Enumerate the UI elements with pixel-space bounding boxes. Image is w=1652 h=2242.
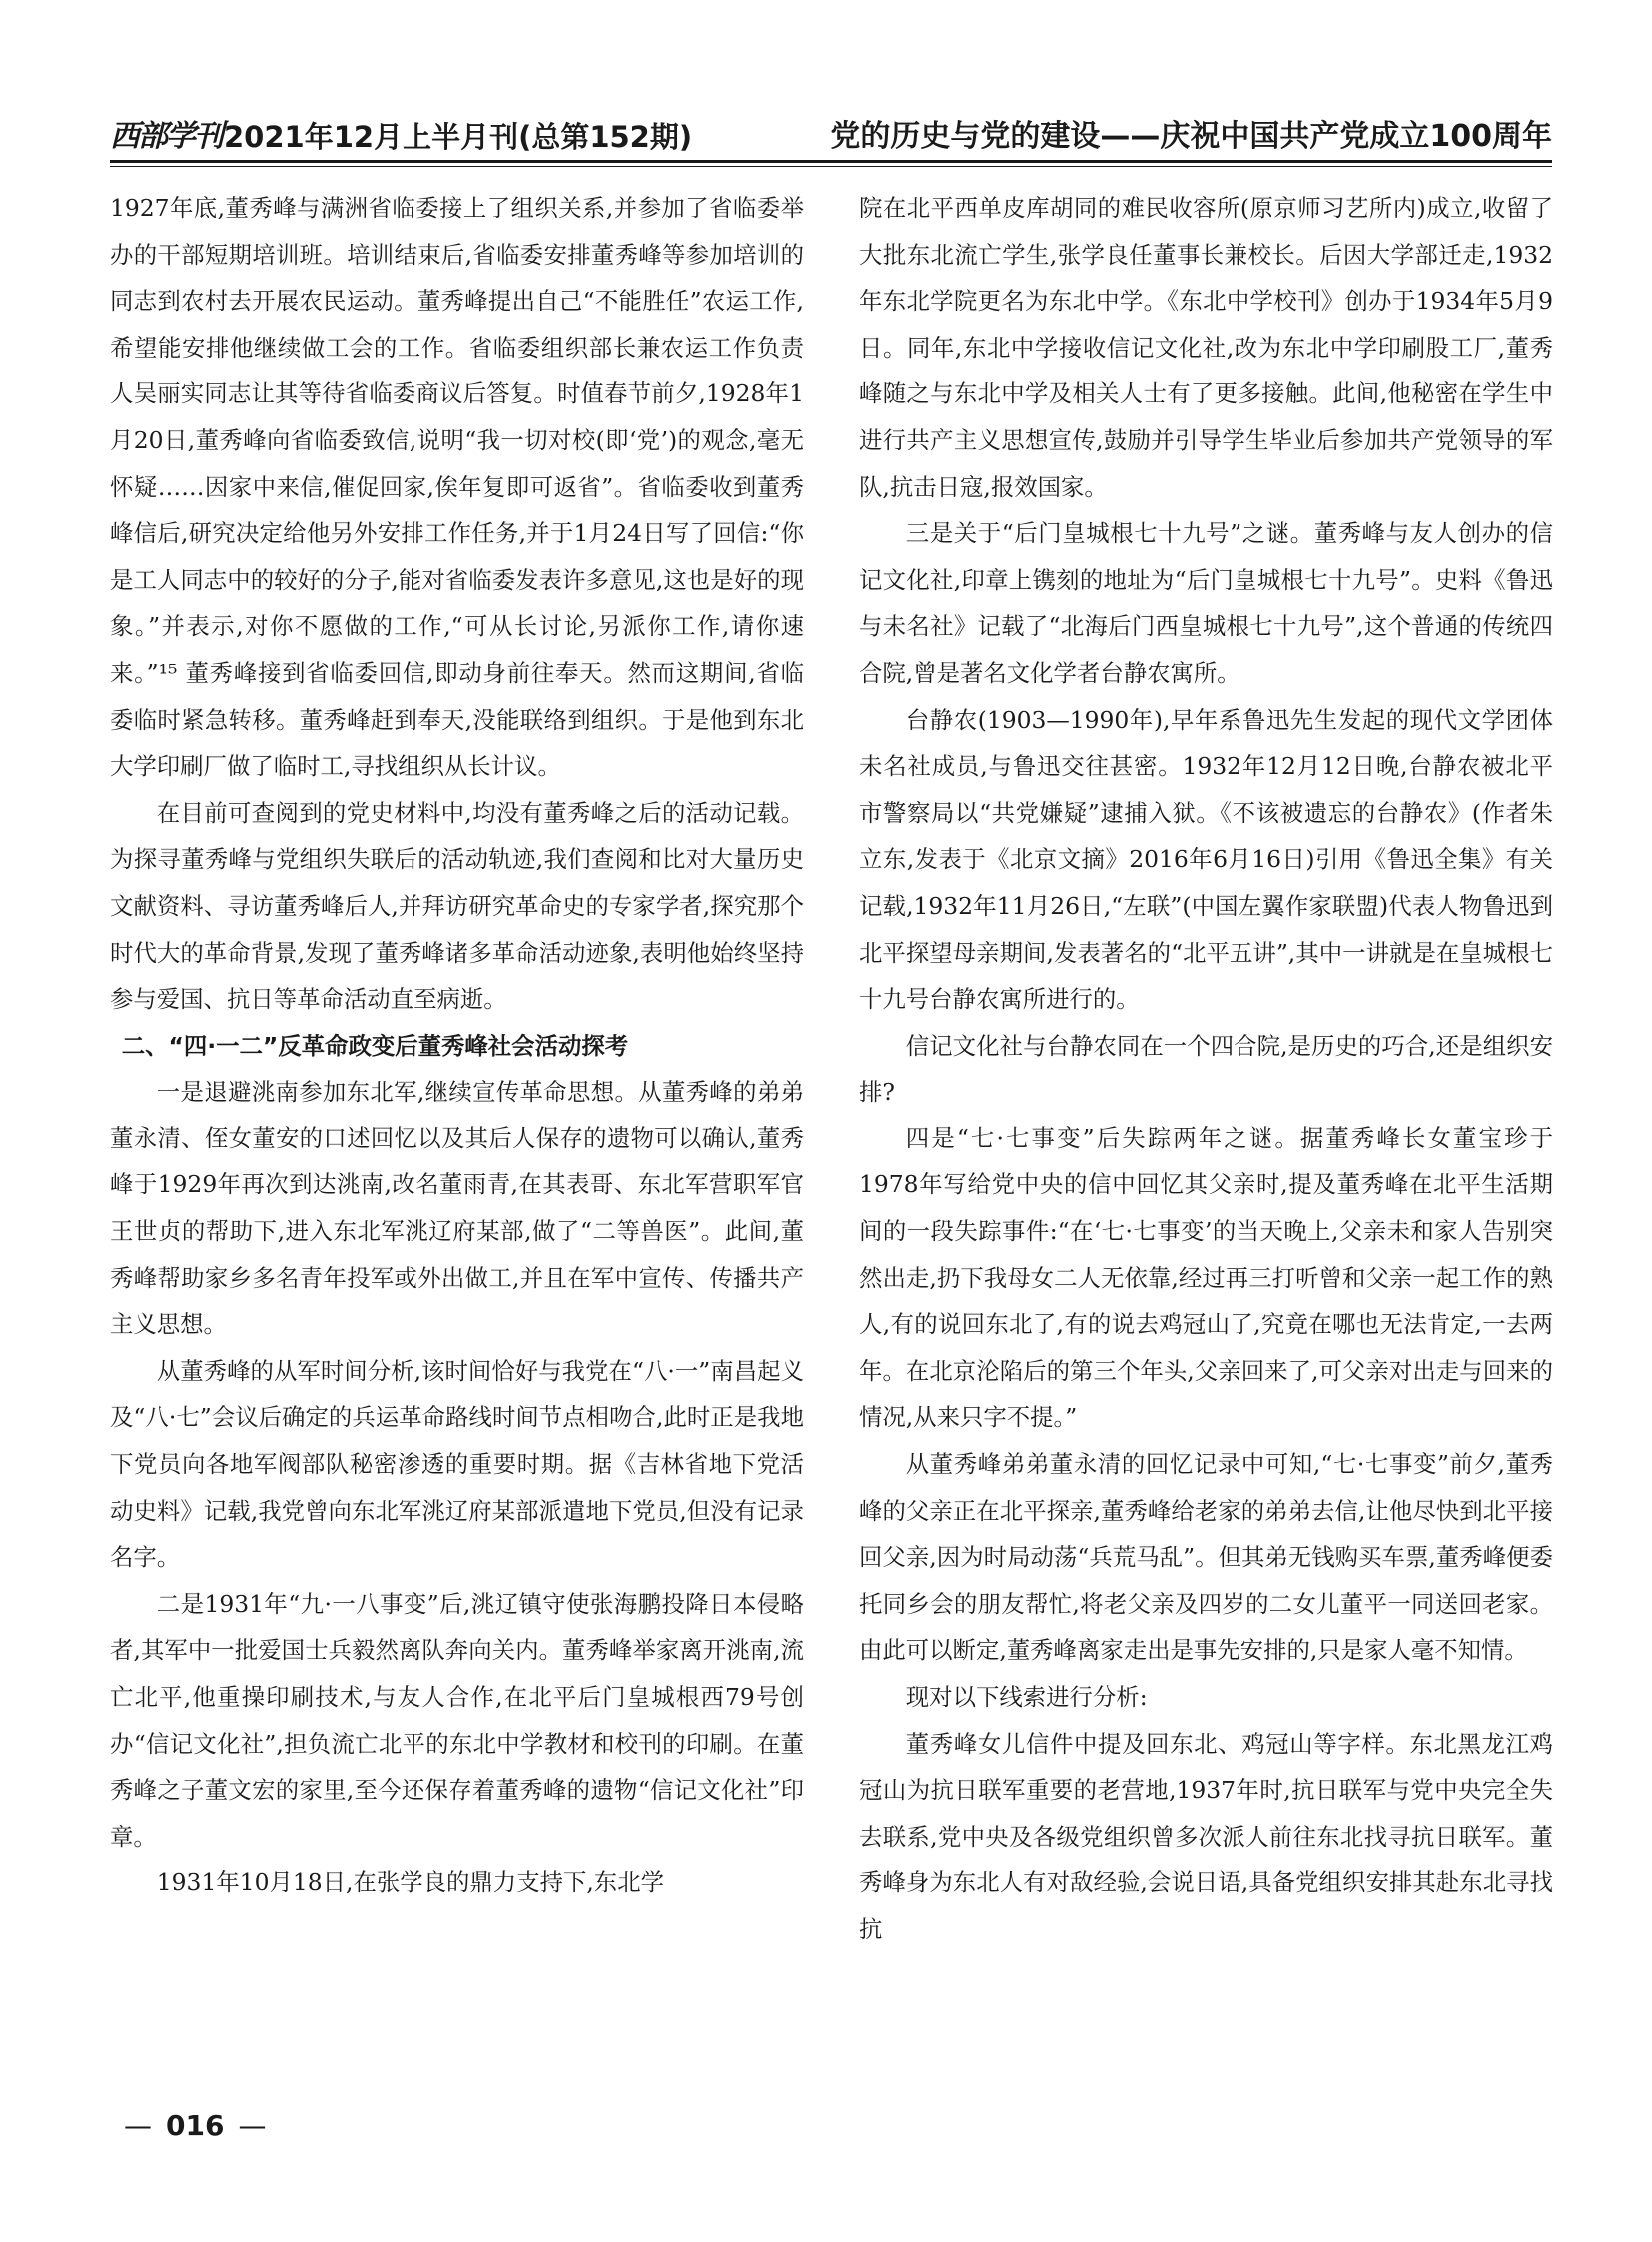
section-heading: 二、“四·一二”反革命政变后董秀峰社会活动探考 [121,1031,629,1060]
page-number: 016 [166,2108,225,2142]
paragraph: 信记文化社与台静农同在一个四合院,是历史的巧合,还是组织安排? [859,1031,1553,1107]
paragraph: 1931年10月18日,在张学良的鼎力支持下,东北学 [156,1868,664,1897]
issue-info: 2021年12月上半月刊(总第152期) [224,120,693,154]
footer-dash-left: — [124,2108,152,2142]
paragraph: 从董秀峰的从军时间分析,该时间恰好与我党在“八·一”南昌起义及“八·七”会议后确定的兵运革命路线时间节点相吻合,此时正是我地下党员向各地军阀部队秘密渗透的重要时期。据《吉林省地下党活动史料》记载,我党曾向东北军洮辽府某部派遣地下党员,但没有记录名字。 [110,1356,804,1572]
journal-logo: 西部学刊 [110,119,222,154]
header-rule-thin [110,166,1552,167]
footer-dash-right: — [238,2108,267,2142]
header-left [110,119,693,154]
paragraph: 三是关于“后门皇城根七十九号”之谜。董秀峰与友人创办的信记文化社,印章上镌刻的地址为“后门皇城根七十九号”。史料《鲁迅与未名社》记载了“北海后门西皇城根七十九号”,这个普通的传统四合院,曾是著名文化学者台静农寓所。 [859,519,1553,687]
running-header [110,112,1552,152]
header-rule [110,160,1552,163]
page-footer [110,2105,280,2145]
paragraph: 董秀峰女儿信件中提及回东北、鸡冠山等字样。东北黑龙江鸡冠山为抗日联军重要的老营地,1937年时,抗日联军与党中央完全失去联系,党中央及各级党组织曾多次派人前往东北找寻抗日联军。董秀峰身为东北人有对敌经验,会说日语,具备党组织安排其赴东北寻找抗 [859,1729,1553,1943]
section-title: 党的历史与党的建设——庆祝中国共产党成立100周年 [830,119,1552,154]
paragraph: 四是“七·七事变”后失踪两年之谜。据董秀峰长女董宝珍于1978年写给党中央的信中回忆其父亲时,提及董秀峰在北平生活期间的一段失踪事件:“在‘七·七事变’的当天晚上,父亲未和家人告别突然出走,扔下我母女二人无依靠,经过再三打听曾和父亲一起工作的熟人,有的说回东北了,有的说去鸡冠山了,究竟在哪也无法肯定,一去两年。在北京沦陷后的第三个年头,父亲回来了,可父亲对出走与回来的情况,从来只字不提。” [859,1123,1553,1432]
paragraph: 从董秀峰弟弟董永清的回忆记录中可知,“七·七事变”前夕,董秀峰的父亲正在北平探亲,董秀峰给老家的弟弟去信,让他尽快到北平接回父亲,因为时局动荡“兵荒马乱”。但其弟无钱购买车票,董秀峰便委托同乡会的朋友帮忙,将老父亲及四岁的二女儿董平一同送回老家。由此可以断定,董秀峰离家走出是事先安排的,只是家人毫不知情。 [859,1450,1553,1665]
paragraph: 1927年底,董秀峰与满洲省临委接上了组织关系,并参加了省临委举办的干部短期培训班。培训结束后,省临委安排董秀峰等参加培训的同志到农村去开展农民运动。董秀峰提出自己“不能胜任”农运工作,希望能安排他继续做工会的工作。省临委组织部长兼农运工作负责人吴丽实同志让其等待省临委商议后答复。时值春节前夕,1928年1月20日,董秀峰向省临委致信,说明“我一切对校(即‘党’)的观念,毫无怀疑……因家中来信,催促回家,俟年复即可返省”。省临委收到董秀峰信后,研究决定给他另外安排工作任务,并于1月24日写了回信:“你是工人同志中的较好的分子,能对省临委发表许多意见,这也是好的现象。”并表示,对你不愿做的工作,“可从长讨论,另派你工作,请你速来。”¹⁵ 董秀峰接到省临委回信,即动身前往奉天。然而这期间,省临委临时紧急转移。董秀峰赶到奉天,没能联络到组织。于是他到东北大学印刷厂做了临时工,寻找组织从长计议。 [110,194,804,781]
paragraph: 院在北平西单皮库胡同的难民收容所(原京师习艺所内)成立,收留了大批东北流亡学生,张学良任董事长兼校长。后因大学部迁走,1932年东北学院更名为东北中学。《东北中学校刊》创办于1934年5月9日。同年,东北中学接收信记文化社,改为东北中学印刷股工厂,董秀峰随之与东北中学及相关人士有了更多接触。此间,他秘密在学生中进行共产主义思想宣传,鼓励并引导学生毕业后参加共产党领导的军队,抗击日寇,报效国家。 [859,194,1553,501]
paragraph: 现对以下线索进行分析: [905,1683,1148,1711]
left-column [110,185,804,1906]
paragraph: 在目前可查阅到的党史材料中,均没有董秀峰之后的活动记载。为探寻董秀峰与党组织失联后的活动轨迹,我们查阅和比对大量历史文献资料、寻访董秀峰后人,并拜访研究革命史的专家学者,探究那个时代大的革命背景,发现了董秀峰诸多革命活动迹象,表明他始终坚持参与爱国、抗日等革命活动直至病逝。 [110,798,804,1014]
paragraph: 二是1931年“九·一八事变”后,洮辽镇守使张海鹏投降日本侵略者,其军中一批爱国士兵毅然离队奔向关内。董秀峰举家离开洮南,流亡北平,他重操印刷技术,与友人合作,在北平后门皇城根西79号创办“信记文化社”,担负流亡北平的东北中学教材和校刊的印刷。在董秀峰之子董文宏的家里,至今还保存着董秀峰的遗物“信记文化社”印章。 [110,1589,804,1851]
paragraph: 一是退避洮南参加东北军,继续宣传革命思想。从董秀峰的弟弟董永清、侄女董安的口述回忆以及其后人保存的遗物可以确认,董秀峰于1929年再次到达洮南,改名董雨青,在其表哥、东北军营职军官王世贞的帮助下,进入东北军洮辽府某部,做了“二等兽医”。此间,董秀峰帮助家乡多名青年投军或外出做工,并且在军中宣传、传播共产主义思想。 [110,1078,804,1339]
right-column [859,185,1553,1953]
paragraph: 台静农(1903—1990年),早年系鲁迅先生发起的现代文学团体未名社成员,与鲁迅交往甚密。1932年12月12日晚,台静农被北平市警察局以“共党嫌疑”逮捕入狱。《不该被遗忘的台静农》(作者朱立东,发表于《北京文摘》2016年6月16日)引用《鲁迅全集》有关记载,1932年11月26日,“左联”(中国左翼作家联盟)代表人物鲁迅到北平探望母亲期间,发表著名的“北平五讲”,其中一讲就是在皇城根七十九号台静农寓所进行的。 [859,705,1553,1014]
